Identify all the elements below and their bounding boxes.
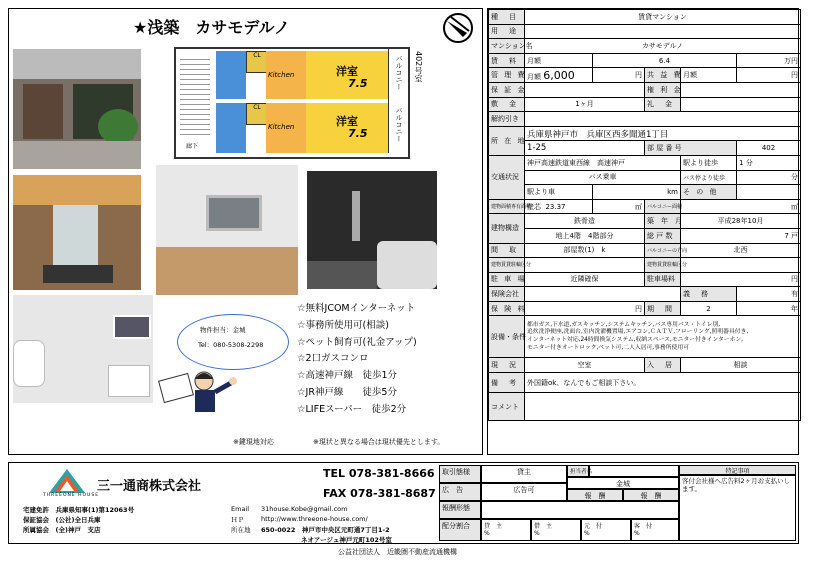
corridor-label: 廊下	[186, 143, 199, 150]
row-address2: 1-25 部 屋 番 号 402	[489, 141, 801, 156]
room-photo	[156, 165, 298, 295]
row-name: マンション名 カサモデルノ	[489, 39, 801, 54]
agent-name: 物件担当：金城	[200, 326, 246, 334]
room1-label: 洋室	[336, 65, 358, 78]
row-shiki: 敷 金 1ヶ月 礼 金	[489, 97, 801, 112]
split-label: 配分割合	[439, 519, 481, 541]
footnote-status: ※現状と異なる場合は現状優先とします。	[313, 438, 445, 446]
address-line1: 兵庫県神戸市 兵庫区西多聞通1丁目	[525, 126, 801, 141]
mgmt-fee: 6,000	[543, 68, 575, 82]
feature-item: ☆ペット飼育可(礼金アップ)	[297, 336, 417, 348]
staff-blank	[589, 465, 679, 477]
room2-size: 7.5	[348, 127, 368, 140]
row-deposit: 保 証 金 権 利 金	[489, 82, 801, 97]
fee-label-1: 報 酬	[567, 489, 623, 501]
feature-list	[297, 301, 417, 419]
reward-label: 報酬形態	[439, 501, 481, 519]
reward-value	[481, 501, 679, 519]
floorplan	[174, 47, 410, 159]
row-note: 備 考 外国籍ok、なんでもご相談下さい。	[489, 373, 801, 393]
guarantee-text: 保証協会 (公社)全日兵庫	[23, 516, 101, 524]
company-tel: TEL 078-381-8666	[323, 467, 435, 480]
staff-value: 金城	[567, 477, 679, 489]
row-insurance: 保 険 料 円 期 間 2 年	[489, 301, 801, 316]
row-equipment: 設備・条件 都市ガス,下水道,ガスキッチン,システムキッチン,バス専用バス・トイレ別, 追炊洗浄便座,洗面台,室内洗濯機置場,エアコン,ＣＡＴＶ,フローリング,照明器具付き, インターネット対応,24時間換気システム,収納スペース,モニター付きインターホン, モニター付きオートロック,ペット可,二人入居可,事務所使用可	[489, 316, 801, 358]
split-lessee: 借 主 %	[531, 519, 581, 541]
balcony-direction: 北西	[681, 243, 801, 258]
type-value: 賃貸マンション	[525, 10, 801, 25]
email-label: Email	[231, 505, 250, 513]
ad-label: 広 告	[439, 483, 481, 501]
walk-minutes: 1	[739, 158, 744, 167]
hp-label: ＨＰ	[231, 516, 244, 524]
agent-tel: Tel：080-5308-2298	[198, 341, 264, 349]
entrance-photo	[13, 175, 141, 290]
room-number-label: 402号室	[414, 51, 423, 83]
western-room-2	[306, 103, 388, 153]
logo-text: THREEONE HOUSE	[43, 493, 100, 498]
fee-label-2: 報 酬	[623, 489, 679, 501]
agent-contact-bubble	[177, 314, 289, 370]
building-name: カサモデルノ	[525, 39, 801, 54]
special-notes: 客付会社様へ広告料2ヶ月お支払いします。	[679, 475, 796, 541]
row-parking: 駐 車 場 近隣確保 駐車場料 円	[489, 272, 801, 287]
association-text: 所属協会 (全)神戸 支店	[23, 526, 101, 534]
key-money: 1ヶ月	[525, 97, 645, 112]
stairs	[180, 59, 210, 139]
company-email[interactable]: 31house.Kobe@gmail.com	[261, 505, 348, 513]
bath-toilet-1	[216, 51, 246, 99]
split-lessor: 貸 主 %	[481, 519, 531, 541]
row-guarantee: 保険会社 義 務 有	[489, 287, 801, 302]
row-transport3: 駅より車 km そ の 他	[489, 185, 801, 200]
row-area: 建物面積専有面積 壁芯 23.37 ㎡ バルコニー面積 ㎡	[489, 199, 801, 214]
equipment-text: 都市ガス,下水道,ガスキッチン,システムキッチン,バス専用バス・トイレ別, 追炊洗浄便座,洗面台,室内洗濯機置場,エアコン,ＣＡＴＶ,フローリング,照明器具付き, インターネット対応,24時間換気システム,収納スペース,モニター付きインターホン, モニター付きオートロック,ペット可,二人入居可,事務所使用可	[525, 316, 801, 358]
listing-title: ★浅築 カサモデルノ	[133, 18, 290, 37]
company-address: 650-0022 神戸市中央区元町通7丁目1-2	[261, 526, 390, 534]
address-line2: 1-25	[525, 141, 645, 156]
company-website[interactable]: http://www.threeone-house.com/	[261, 515, 368, 523]
split-kyaku: 客 付 %	[631, 519, 679, 541]
period-value: 2	[681, 301, 737, 316]
bath-toilet-2	[216, 103, 246, 153]
split-moto: 元 付 %	[581, 519, 631, 541]
balcony-label-1: バルコニー	[395, 55, 403, 90]
structure-value: 鉄骨造	[525, 214, 645, 229]
station-line: 神戸高速鉄道東西線 高速神戸	[525, 155, 681, 170]
room-number: 402	[737, 141, 801, 156]
company-name: 三一通商株式会社	[97, 479, 202, 494]
row-structure: 建物構造 鉄骨造 築 年 月 平成28年10月	[489, 214, 801, 229]
western-room-1	[306, 51, 388, 99]
balcony-label-2: バルコニー	[395, 107, 403, 142]
cl-2: CL	[246, 103, 268, 125]
room2-label: 洋室	[336, 115, 358, 128]
ad-value: 広告可	[481, 483, 567, 501]
feature-item: ☆事務所使用可(相談)	[297, 319, 389, 331]
parking-value: 近隣確保	[525, 272, 645, 287]
status-value: 空室	[525, 358, 645, 373]
row-use: 用 途	[489, 24, 801, 39]
compass-icon	[441, 11, 475, 45]
feature-item: ☆高速神戸線 徒歩1分	[297, 370, 398, 382]
footer-org: 公益社団法人 近畿圏不動産流通機構	[338, 548, 457, 556]
mascot-icon	[159, 367, 249, 417]
row-mgmt: 管 理 費 月額 6,000 円 共 益 費 月額 円	[489, 68, 801, 83]
feature-item: ☆無料JCOMインターネット	[297, 303, 416, 314]
row-comment: コメント	[489, 393, 801, 421]
company-address2: ネオアージュ神戸元町102号室	[301, 536, 392, 544]
spec-table	[487, 8, 799, 455]
trade-label: 取引態様	[439, 465, 481, 483]
row-address: 所 在 地 兵庫県神戸市 兵庫区西多聞通1丁目	[489, 126, 801, 141]
layout-value: 部屋数(1) k	[525, 243, 645, 258]
row-floors: 地上4階 4階部分 総 戸 数 7 戸	[489, 228, 801, 243]
area-value: 23.37	[545, 202, 566, 211]
duty-value: 有	[737, 287, 801, 302]
feature-item: ☆JR神戸線 徒歩5分	[297, 386, 397, 398]
row-transport1: 交通状況 神戸高速鉄道東西線 高速神戸 駅より徒歩 1 分	[489, 155, 801, 170]
total-units: 7	[784, 231, 789, 240]
address-label: 所在地	[231, 526, 251, 534]
company-fax: FAX 078-381-8687	[323, 487, 436, 500]
built-date: 平成28年10月	[681, 214, 801, 229]
company-footer	[8, 462, 799, 544]
kitchen-2	[266, 103, 306, 153]
row-type: 種 目 賃貸マンション	[489, 10, 801, 25]
trade-value: 貸主	[481, 465, 567, 483]
floor-value: 地上4階 4階部分	[525, 228, 645, 243]
row-rent: 賃 料 月額 6.4 万円	[489, 53, 801, 68]
license-text: 宅建免許 兵庫県知事(1)第12063号	[23, 506, 135, 514]
kitchen-label-2: Kitchen	[268, 123, 295, 131]
move-in-value: 相談	[681, 358, 801, 373]
kitchen-label-1: Kitchen	[268, 71, 295, 79]
feature-item: ☆LIFEスーパー 徒歩2分	[297, 403, 407, 415]
row-bike: 建物賃貸駐輪区分 建物賃貸駐輪区分	[489, 258, 801, 273]
kitchen-1	[266, 51, 306, 99]
footnote-key: ※鍵現地対応	[233, 438, 274, 446]
special-label: 特記事項	[679, 465, 796, 475]
row-kyakubiki: 解約引き	[489, 112, 801, 127]
row-transport2: バス乗車 バス停より徒歩 分	[489, 170, 801, 185]
feature-item: ☆2口ガスコンロ	[297, 353, 369, 365]
listing-panel	[8, 8, 483, 455]
row-layout: 間 取 部屋数(1) k バルコニーの方向 北西	[489, 243, 801, 258]
rent-value: 6.4	[593, 53, 737, 68]
room1-size: 7.5	[348, 77, 368, 90]
note-value: 外国籍ok、なんでもご相談下さい。	[525, 373, 801, 393]
toilet-photo	[13, 295, 153, 403]
cl-1: CL	[246, 51, 268, 73]
row-status: 現 況 空室 入 居 相談	[489, 358, 801, 373]
exterior-photo	[13, 49, 141, 169]
staff-label: 担当者名	[567, 465, 589, 477]
bathroom-photo	[307, 171, 437, 289]
